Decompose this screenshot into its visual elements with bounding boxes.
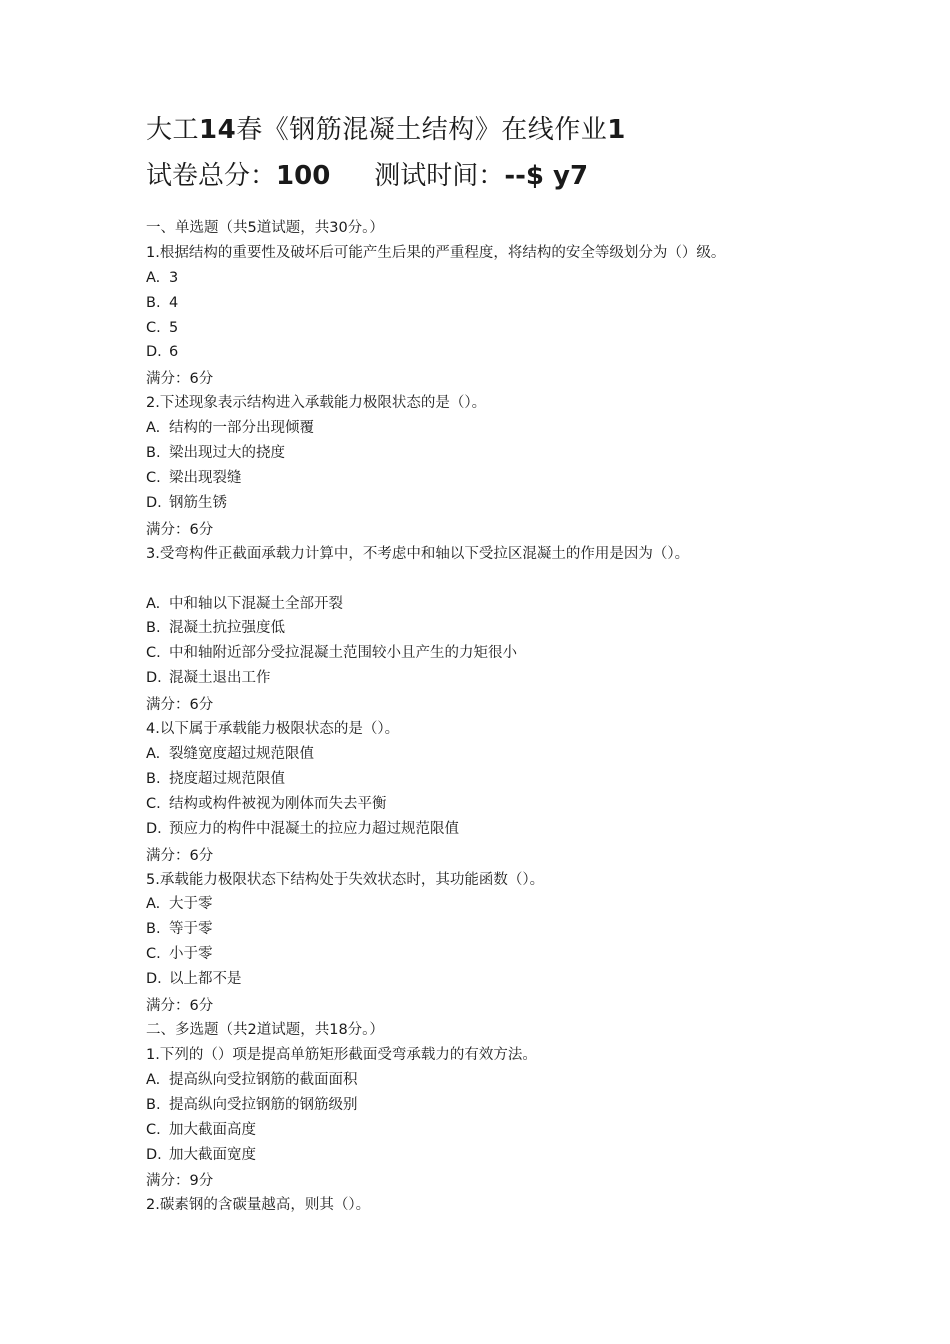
title-tail: 1 <box>607 115 626 145</box>
answer-option <box>146 416 926 441</box>
title-number: 14 <box>199 115 237 145</box>
option-letter: D. <box>146 971 162 988</box>
option-text: 等于零 <box>169 921 213 938</box>
answer-option <box>146 266 926 291</box>
answer-option <box>146 1068 926 1093</box>
exam-meta <box>146 154 926 198</box>
question-text: 2.下述现象表示结构进入承载能力极限状态的是（）。 <box>146 395 487 412</box>
option-text: 梁出现裂缝 <box>169 470 242 487</box>
option-text: 挠度超过规范限值 <box>169 770 285 787</box>
option-letter: B. <box>146 770 161 787</box>
option-letter: A. <box>146 896 161 913</box>
option-text: 梁出现过大的挠度 <box>169 445 285 462</box>
answer-option <box>146 742 926 767</box>
question-score: 满分：6分 <box>146 521 214 538</box>
answer-option <box>146 316 926 341</box>
question-score: 满分：6分 <box>146 371 214 388</box>
document-page <box>146 108 926 1218</box>
option-letter: A. <box>146 746 161 763</box>
question-score: 满分：6分 <box>146 847 214 864</box>
option-letter: D. <box>146 494 162 511</box>
answer-option <box>146 291 926 316</box>
answer-option <box>146 491 926 516</box>
question-text: 4.以下属于承载能力极限状态的是（）。 <box>146 721 400 738</box>
answer-option <box>146 616 926 641</box>
question-text: 2.碳素钢的含碳量越高，则其（）。 <box>146 1197 371 1214</box>
option-letter: B. <box>146 294 161 311</box>
option-letter: D. <box>146 344 162 361</box>
question-text: 1.下列的（）项是提高单筋矩形截面受弯承载力的有效方法。 <box>146 1046 537 1063</box>
option-letter: B. <box>146 445 161 462</box>
answer-option <box>146 641 926 666</box>
test-time-value: --$ y7 <box>504 161 589 191</box>
option-letter: C. <box>146 946 161 963</box>
option-text: 中和轴附近部分受拉混凝土范围较小且产生的力矩很小 <box>169 645 517 662</box>
option-text: 钢筋生锈 <box>169 494 227 511</box>
answer-option <box>146 666 926 691</box>
option-letter: A. <box>146 1071 161 1088</box>
option-text: 加大截面宽度 <box>169 1146 256 1163</box>
option-letter: D. <box>146 1146 162 1163</box>
question-list <box>146 216 926 1218</box>
option-text: 结构或构件被视为刚体而失去平衡 <box>169 795 387 812</box>
option-text: 3 <box>169 269 179 286</box>
option-text: 混凝土抗拉强度低 <box>169 620 285 637</box>
option-text: 6 <box>169 344 179 361</box>
option-text: 大于零 <box>169 896 213 913</box>
option-letter: A. <box>146 420 161 437</box>
test-time-label: 测试时间： <box>374 161 505 191</box>
answer-option <box>146 767 926 792</box>
option-text: 5 <box>169 319 179 336</box>
option-letter: A. <box>146 595 161 612</box>
option-text: 中和轴以下混凝土全部开裂 <box>169 595 343 612</box>
option-letter: C. <box>146 470 161 487</box>
question-text: 3.受弯构件正截面承载力计算中，不考虑中和轴以下受拉区混凝土的作用是因为（）。 <box>146 545 690 562</box>
answer-option <box>146 340 926 365</box>
option-text: 小于零 <box>169 946 213 963</box>
question-text: 1.根据结构的重要性及破坏后可能产生后果的严重程度，将结构的安全等级划分为（）级。 <box>146 244 726 261</box>
answer-option <box>146 1093 926 1118</box>
question-text: 5.承载能力极限状态下结构处于失效状态时，其功能函数（）。 <box>146 871 545 888</box>
question-score: 满分：6分 <box>146 697 214 714</box>
answer-option <box>146 817 926 842</box>
question-score: 满分：9分 <box>146 1173 214 1190</box>
answer-option <box>146 441 926 466</box>
option-text: 提高纵向受拉钢筋的钢筋级别 <box>169 1096 358 1113</box>
option-letter: B. <box>146 620 161 637</box>
option-letter: B. <box>146 921 161 938</box>
option-letter: C. <box>146 645 161 662</box>
option-text: 加大截面高度 <box>169 1121 256 1138</box>
option-letter: C. <box>146 319 161 336</box>
total-score-value: 100 <box>276 161 331 191</box>
total-score-label: 试卷总分： <box>146 161 277 191</box>
title-rest: 春《钢筋混凝土结构》在线作业 <box>236 115 608 145</box>
answer-option <box>146 967 926 992</box>
option-letter: A. <box>146 269 161 286</box>
option-text: 以上都不是 <box>169 971 242 988</box>
answer-option <box>146 592 926 617</box>
answer-option <box>146 917 926 942</box>
option-letter: D. <box>146 820 162 837</box>
answer-option <box>146 792 926 817</box>
option-letter: C. <box>146 795 161 812</box>
section-header: 二、多选题（共2道试题，共18分。） <box>146 1022 384 1039</box>
answer-option <box>146 892 926 917</box>
option-text: 提高纵向受拉钢筋的截面面积 <box>169 1071 358 1088</box>
option-text: 裂缝宽度超过规范限值 <box>169 746 314 763</box>
option-text: 4 <box>169 294 179 311</box>
option-letter: C. <box>146 1121 161 1138</box>
option-text: 混凝土退出工作 <box>169 670 271 687</box>
title-prefix: 大工 <box>146 115 200 145</box>
answer-option <box>146 466 926 491</box>
section-header: 一、单选题（共5道试题，共30分。） <box>146 220 384 236</box>
answer-option <box>146 942 926 967</box>
answer-option <box>146 1143 926 1168</box>
option-letter: B. <box>146 1096 161 1113</box>
question-score: 满分：6分 <box>146 998 214 1015</box>
option-text: 结构的一部分出现倾覆 <box>169 420 314 437</box>
option-letter: D. <box>146 670 162 687</box>
answer-option <box>146 1118 926 1143</box>
option-text: 预应力的构件中混凝土的拉应力超过规范限值 <box>169 820 459 837</box>
document-title <box>146 108 926 152</box>
